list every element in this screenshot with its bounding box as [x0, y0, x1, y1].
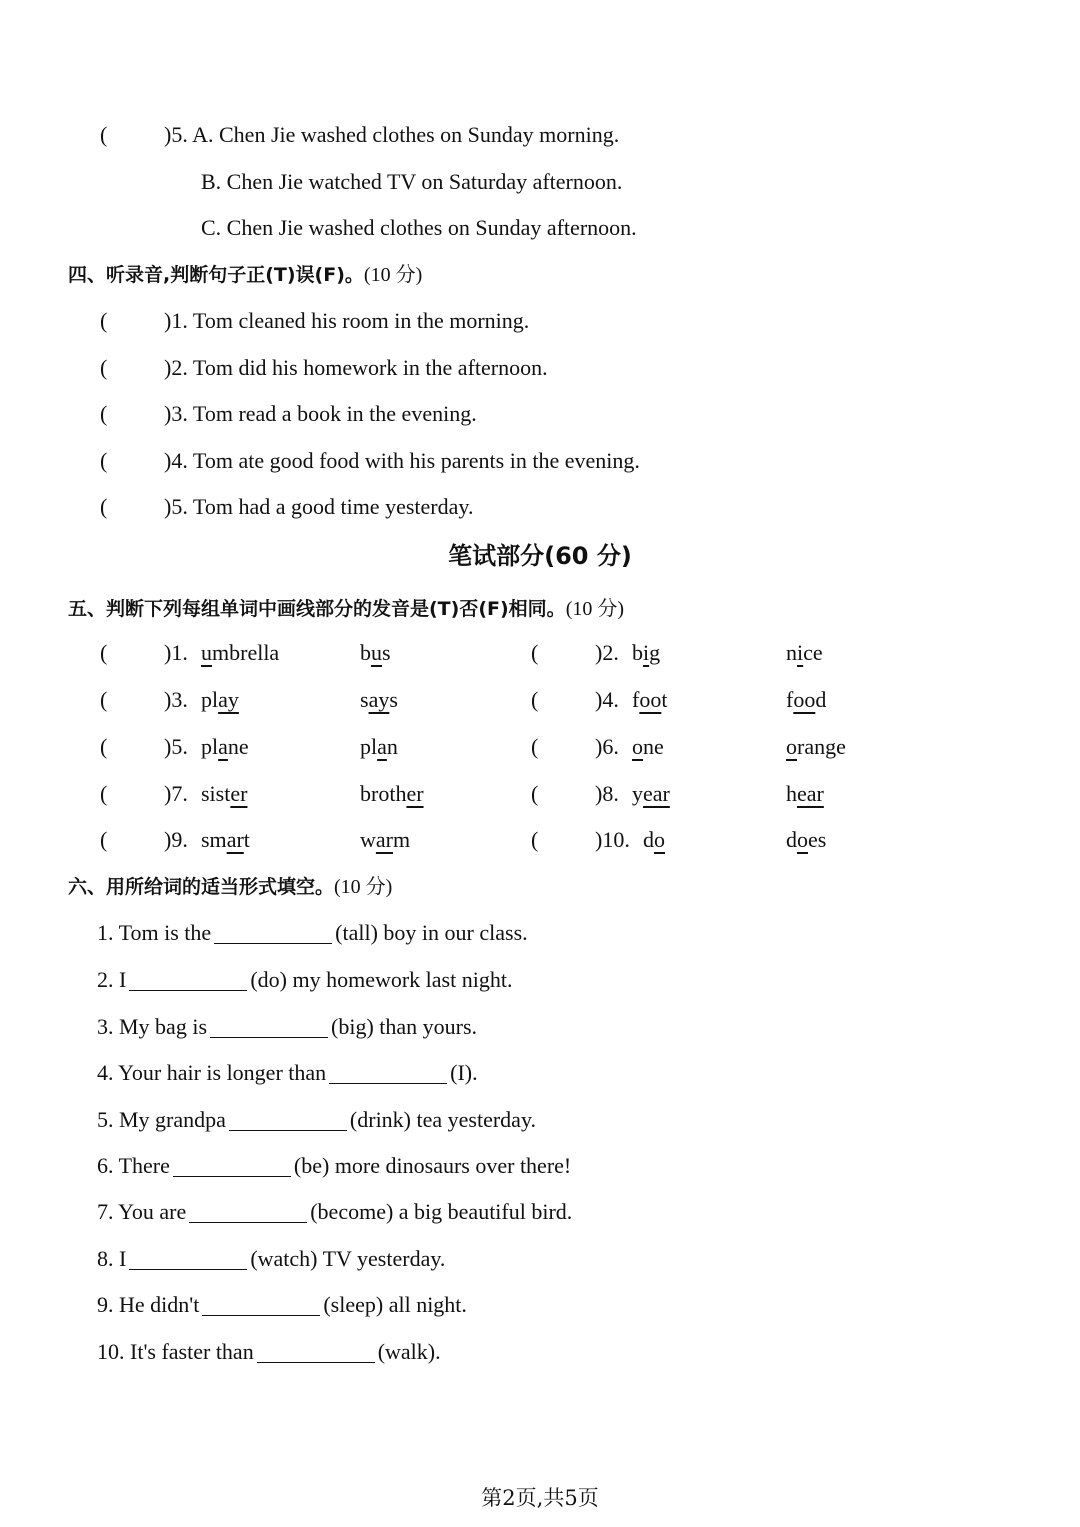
underlined-letters: u — [371, 640, 382, 665]
underlined-letters: o — [797, 827, 808, 852]
item-hint: (sleep) all night. — [323, 1292, 467, 1317]
underlined-letters: o — [654, 827, 665, 852]
word-first: one — [632, 734, 664, 759]
item-prompt: 1. Tom is the — [97, 920, 212, 945]
answer-bracket[interactable]: ( — [100, 494, 108, 519]
section-score: (10 分) — [565, 598, 625, 620]
fill-in-item — [97, 1198, 572, 1226]
item-number: )2. — [595, 640, 619, 665]
answer-blank[interactable] — [173, 1154, 291, 1177]
word-second: brother — [360, 781, 424, 806]
answer-blank[interactable] — [229, 1108, 347, 1131]
fill-in-item — [97, 1338, 441, 1366]
section-score: (10 分) — [363, 264, 423, 286]
option-c: C. Chen Jie washed clothes on Sunday afternoon. — [201, 215, 637, 240]
word-first: do — [643, 827, 665, 852]
item-prompt: 3. My bag is — [97, 1014, 207, 1039]
underlined-letters: i — [797, 640, 804, 665]
underlined-letters: u — [201, 640, 212, 665]
item-prompt: 8. I — [97, 1246, 127, 1271]
word-second: nice — [786, 640, 823, 665]
question-text: )5. A. Chen Jie washed clothes on Sunday morning. — [164, 122, 620, 147]
answer-bracket[interactable]: ( — [100, 781, 108, 806]
underlined-letters: o — [786, 734, 797, 759]
fill-in-item — [97, 1106, 536, 1134]
question-text: )5. Tom had a good time yesterday. — [164, 494, 474, 519]
fill-in-item — [97, 1059, 478, 1087]
underlined-letters: ar — [226, 827, 244, 852]
answer-blank[interactable] — [329, 1061, 447, 1084]
item-hint: (do) my homework last night. — [250, 967, 513, 992]
answer-bracket[interactable]: ( — [100, 827, 108, 852]
fill-in-item — [97, 966, 512, 994]
underlined-letters: er — [230, 781, 248, 806]
underlined-letters: ar — [375, 827, 393, 852]
section-heading-text: 四、听录音,判断句子正(T)误(F)。 — [68, 264, 364, 286]
fill-in-item — [97, 1291, 467, 1319]
section-score: (10 分) — [334, 876, 393, 898]
item-number: )4. — [595, 687, 619, 712]
item-hint: (become) a big beautiful bird. — [310, 1199, 573, 1224]
section-4-heading — [68, 261, 422, 289]
answer-bracket[interactable]: ( — [100, 687, 108, 712]
underlined-letters: oo — [793, 687, 816, 712]
item-number: )7. — [164, 781, 188, 806]
fill-in-item — [97, 1152, 571, 1180]
answer-bracket[interactable]: ( — [100, 355, 108, 380]
answer-bracket[interactable]: ( — [100, 448, 108, 473]
underlined-letters: oo — [639, 687, 662, 712]
answer-blank[interactable] — [257, 1340, 375, 1363]
word-second: plan — [360, 734, 398, 759]
answer-bracket[interactable]: ( — [100, 401, 108, 426]
word-second: does — [786, 827, 827, 852]
item-hint: (I). — [450, 1060, 478, 1085]
item-prompt: 7. You are — [97, 1199, 187, 1224]
answer-bracket[interactable]: ( — [531, 640, 539, 665]
item-number: )6. — [595, 734, 619, 759]
answer-bracket[interactable]: ( — [100, 122, 108, 147]
word-first: foot — [632, 687, 668, 712]
word-first: sister — [201, 781, 248, 806]
item-prompt: 5. My grandpa — [97, 1107, 226, 1132]
answer-blank[interactable] — [129, 1247, 247, 1270]
answer-blank[interactable] — [129, 968, 247, 991]
item-number: )5. — [164, 734, 188, 759]
word-second: warm — [360, 827, 411, 852]
question-text: )4. Tom ate good food with his parents in the evening. — [164, 448, 640, 473]
underlined-letters: o — [632, 734, 643, 759]
word-second: bus — [360, 640, 391, 665]
answer-bracket[interactable]: ( — [531, 781, 539, 806]
item-number: )1. — [164, 640, 188, 665]
word-second: says — [360, 687, 398, 712]
underlined-letters: er — [406, 781, 424, 806]
word-second: food — [786, 687, 827, 712]
written-part-title: 笔试部分(60 分) — [448, 542, 632, 570]
word-first: umbrella — [201, 640, 280, 665]
underlined-letters: i — [643, 640, 650, 665]
item-hint: (be) more dinosaurs over there! — [293, 1153, 572, 1178]
section-heading-text: 六、用所给词的适当形式填空。 — [68, 876, 335, 898]
option-b: B. Chen Jie watched TV on Saturday afternoon. — [201, 169, 623, 194]
answer-bracket[interactable]: ( — [100, 308, 108, 333]
item-prompt: 4. Your hair is longer than — [97, 1060, 327, 1085]
answer-bracket[interactable]: ( — [100, 734, 108, 759]
underlined-letters: ear — [643, 781, 670, 806]
fill-in-item — [97, 1245, 445, 1273]
word-first: smart — [201, 827, 250, 852]
item-hint: (drink) tea yesterday. — [349, 1107, 537, 1132]
answer-bracket[interactable]: ( — [531, 734, 539, 759]
item-hint: (big) than yours. — [331, 1014, 478, 1039]
item-prompt: 6. There — [97, 1153, 170, 1178]
underlined-letters: a — [377, 734, 387, 759]
item-number: )8. — [595, 781, 619, 806]
question-text: )1. Tom cleaned his room in the morning. — [164, 308, 530, 333]
underlined-letters: ear — [797, 781, 824, 806]
answer-blank[interactable] — [214, 921, 332, 944]
word-first: play — [201, 687, 239, 712]
underlined-letters: a — [218, 734, 228, 759]
item-prompt: 2. I — [97, 967, 127, 992]
section-heading-text: 五、判断下列每组单词中画线部分的发音是(T)否(F)相同。 — [68, 598, 566, 620]
item-prompt: 9. He didn't — [97, 1292, 200, 1317]
section-5-heading — [68, 595, 624, 623]
item-hint: (tall) boy in our class. — [335, 920, 528, 945]
item-number: )9. — [164, 827, 188, 852]
item-number: )3. — [164, 687, 188, 712]
word-first: big — [632, 640, 661, 665]
underlined-letters: ay — [218, 687, 239, 712]
fill-in-item — [97, 919, 528, 947]
answer-blank[interactable] — [202, 1293, 320, 1316]
fill-in-item — [97, 1013, 477, 1041]
item-number: )10. — [595, 827, 630, 852]
answer-blank[interactable] — [189, 1200, 307, 1223]
item-hint: (walk). — [377, 1339, 441, 1364]
answer-blank[interactable] — [210, 1015, 328, 1038]
underlined-letters: ay — [368, 687, 390, 712]
answer-bracket[interactable]: ( — [531, 687, 539, 712]
answer-bracket[interactable]: ( — [531, 827, 539, 852]
word-first: year — [632, 781, 670, 806]
item-hint: (watch) TV yesterday. — [250, 1246, 446, 1271]
word-second: hear — [786, 781, 824, 806]
question-text: )2. Tom did his homework in the afternoon. — [164, 355, 548, 380]
item-prompt: 10. It's faster than — [97, 1339, 254, 1364]
answer-bracket[interactable]: ( — [100, 640, 108, 665]
section-6-heading — [68, 873, 392, 901]
word-first: plane — [201, 734, 249, 759]
page-number: 第2页,共5页 — [481, 1486, 599, 1510]
word-second: orange — [786, 734, 846, 759]
question-text: )3. Tom read a book in the evening. — [164, 401, 477, 426]
